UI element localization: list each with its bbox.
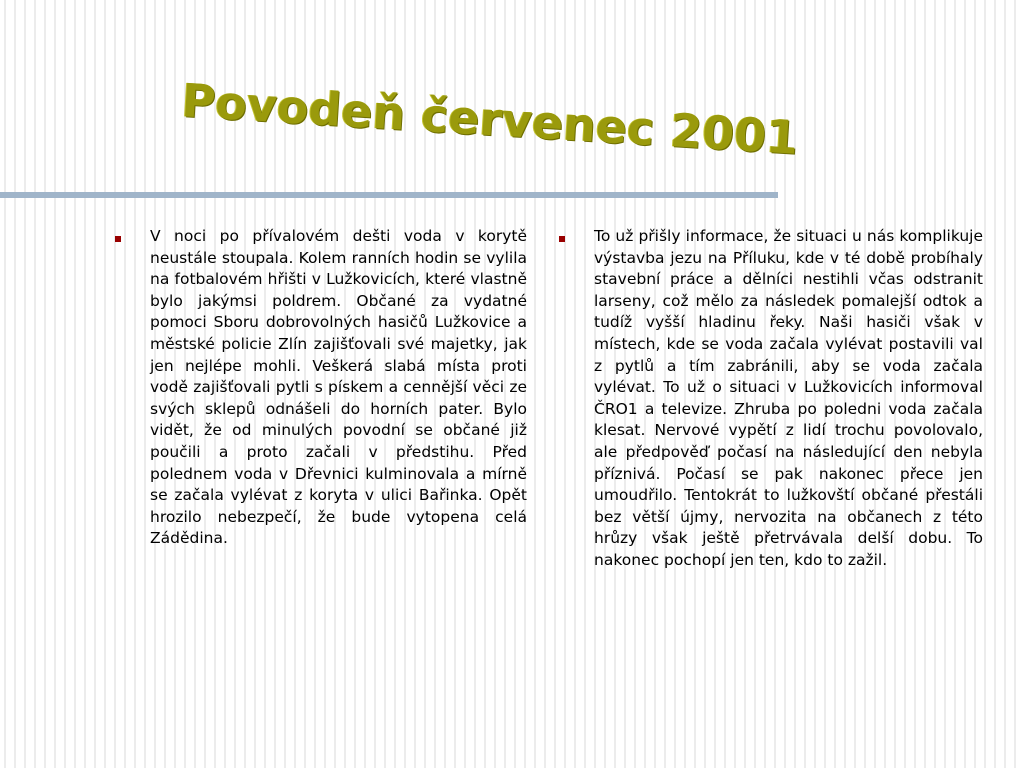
- left-paragraph: V noci po přívalovém dešti voda v korytě neustále stoupala. Kolem ranních hodin se vylila na fotbalovém hřišti v Lužkovicích, které vlastně bylo jakýmsi poldrem. Občané za vydatné pomoci Sboru dobrovolných hasičů Lužkovice a městské policie Zlín zajišťovali své majetky, jak jen nejlépe mohli. Veškerá slabá místa proti vodě zajišťovali pytli s pískem a cennější věci ze svých sklepů odnášeli do horních pater. Bylo vidět, že od minulých povodní se občané již poučili a proto začali v předstihu. Před polednem voda v Dřevnici kulminovala a mírně se začala vylévat z koryta v ulici Bařinka. Opět hrozilo nebezpečí, že bude vytopena celá Zádědina.: [150, 227, 527, 548]
- square-bullet-icon: [115, 236, 121, 242]
- right-paragraph: To už přišly informace, že situaci u nás komplikuje výstavba jezu na Příluku, kde v té době probíhaly stavební práce a dělníci nestihli včas odstranit larseny, což mělo za následek pomalejší odtok a tudíž vyšší hladinu řeky. Naši hasiči však v místech, kde se voda začala vylévat postavili val z pytlů a tím zabránili, aby se voda začala vylévat. To už o situaci v Lužkovicích informoval ČRO1 a televize. Zhruba po poledni voda začala klesat. Nervové vypětí z lidí trochu povolovalo, ale předpověď počasí na následující den nebyla příznivá. Počasí se pak nakonec přece jen umoudřilo. Tentokrát to lužkovští občané přestáli bez větší újmy, nervozita na občanech z této hrůzy však ještě přetrvávala delší dobu. To nakonec pochopí jen ten, kdo to zažil.: [594, 227, 983, 569]
- slide-title: Povodeň červenec 2001: [180, 73, 800, 165]
- title-divider: [0, 192, 778, 198]
- square-bullet-icon: [559, 236, 565, 242]
